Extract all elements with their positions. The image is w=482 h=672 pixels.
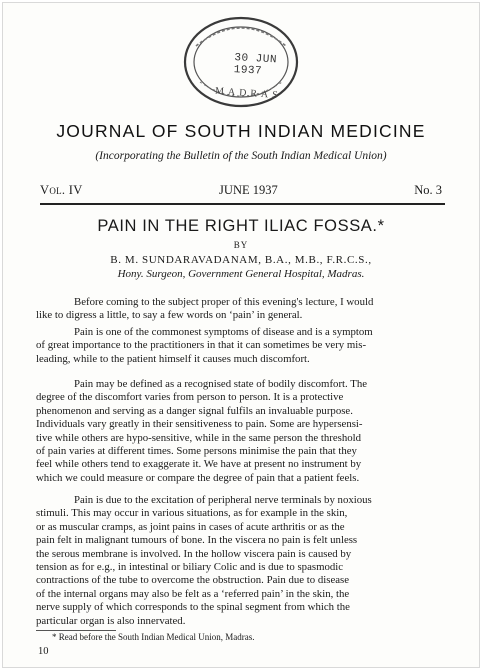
text-line: of great importance to the practitioners in that it can sometimes be very mis- [36,339,367,352]
paragraph-excitation [36,494,446,628]
author-name: B. M. SUNDARAVADANAM, B.A., M.B., F.R.C.S., [110,254,372,266]
journal-page [2,2,480,668]
text-line: which we could measure or compare the degree of pain that a patient feels. [36,471,360,484]
journal-title: JOURNAL OF SOUTH INDIAN MEDICINE [56,121,426,141]
footnote-divider [36,630,116,631]
stamp-date: 30 JUN 1937 [233,52,278,78]
text-line: degree of the discomfort varies from person to person. It is a protective [36,391,344,404]
text-line: Pain is due to the excitation of peripheral nerve terminals by noxious [74,494,372,506]
text-line: Pain may be defined as a recognised state of bodily discomfort. The [74,378,368,390]
byline-label: BY [233,240,249,250]
article-title: PAIN IN THE RIGHT ILIAC FOSSA.* [97,217,385,235]
paragraph-symptom [36,326,446,366]
text-line: like to digress a little, to say a few words on ‘pain’ in general. [36,309,303,322]
volume-label: Vol. IV [40,183,83,197]
text-line: tive while others are hypo-sensitive, while in the same person the threshold [36,431,362,444]
text-line: Pain is one of the commonest symptoms of disease and is a symptom [74,326,373,338]
text-line: of pain varies at different times. Some persons minimise the pain that they [36,445,357,458]
text-line: of the internal organs may also be felt as a ‘referred pain’ in the skin, the [36,587,350,600]
text-line: Individuals vary greatly in their sensitiveness to pain. Some are hypersensi- [36,418,363,431]
issue-number: No. 3 [414,183,442,197]
text-line: the serous membrane is involved. In the hollow viscera pain is caused by [36,547,352,560]
journal-subtitle: (Incorporating the Bulletin of the South Indian Medical Union) [95,150,387,162]
text-line: or as muscular cramps, as joint pains in cases of acute arthritis or as the [36,520,345,533]
text-line: contractions of the tube to overcome the obstruction. Pain due to disease [36,574,350,587]
text-line: pain felt in malignant tumours of bone. In the viscera no pain is felt unless [36,534,358,547]
text-line: feel while others tend to exaggerate it. We have at present no instrument by [36,458,362,471]
page-number: 10 [38,646,49,657]
text-line: phenomenon and serving as a danger signal fulfils an invaluable purpose. [36,404,353,417]
text-line: stimuli. This may occur in various situations, as for example in the skin, [36,507,348,520]
text-line: Before coming to the subject proper of this evening's lecture, I would [74,296,374,308]
paragraph-intro [36,296,446,323]
paragraph-definition [36,378,446,485]
masthead-divider [40,203,445,205]
footnote: * Read before the South Indian Medical Union, Madras. [52,632,255,642]
issue-info-row [40,183,442,198]
stamp-place: MADRAS [214,85,283,102]
text-line: leading, while to the patient himself it causes much discomfort. [36,352,310,365]
issue-date: JUNE 1937 [219,183,278,197]
text-line: particular organ is also innervated. [36,614,186,627]
text-line: nerve supply of which corresponds to the spinal segment from which the [36,601,350,614]
text-line: tension as for e.g., in intestinal or biliary Colic and is due to spasmodic [36,561,344,574]
author-affiliation: Hony. Surgeon, Government General Hospital, Madras. [117,268,365,280]
